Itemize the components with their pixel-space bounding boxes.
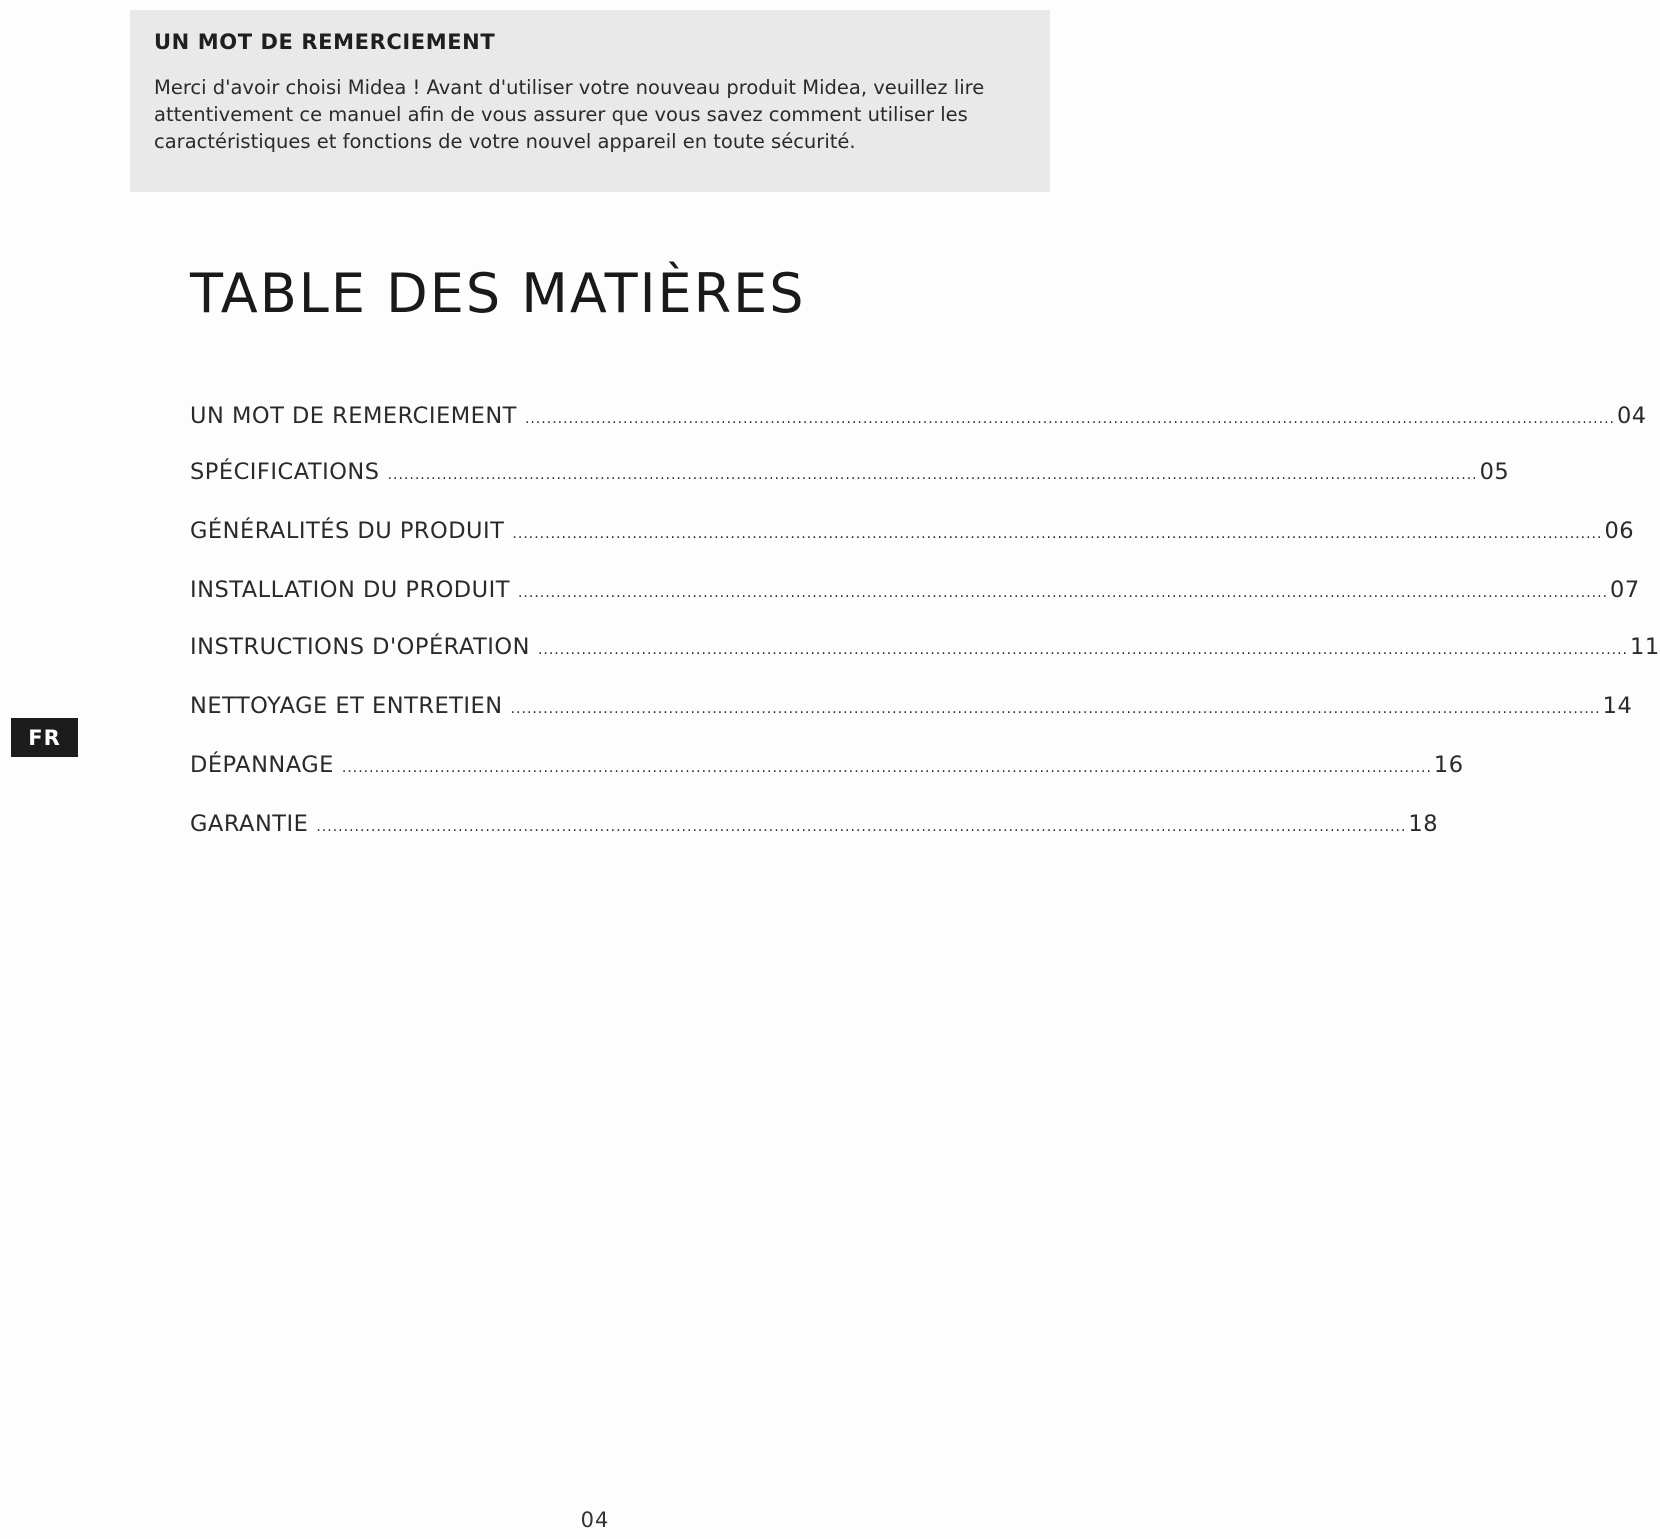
toc-entry[interactable] [190,518,1635,550]
page-number: 04 [580,1508,610,1532]
toc-leader-dots: ........................................................................................................................................................................................................ [512,526,1603,542]
toc-entry[interactable] [190,693,1633,725]
language-tab: FR [11,718,78,757]
toc-entry-page: 14 [1602,693,1633,719]
toc-entry-label: DÉPANNAGE [190,752,334,778]
toc-entry[interactable] [190,577,1640,609]
toc-leader-dots: ........................................................................................................................................................................................................ [524,411,1615,427]
toc-leader-dots: ........................................................................................................................................................................................................ [510,701,1601,717]
toc-leader-dots: ........................................................................................................................................................................................................ [387,467,1478,483]
thanks-title: UN MOT DE REMERCIEMENT [154,30,496,54]
toc-entry-page: 11 [1630,634,1660,660]
toc-entry-page: 16 [1433,752,1464,778]
toc-entry-page: 05 [1479,459,1510,485]
toc-entry-page: 07 [1610,577,1640,603]
toc-entry-page: 18 [1408,811,1439,837]
toc-entry-label: NETTOYAGE ET ENTRETIEN [190,693,503,719]
toc-leader-dots: ........................................................................................................................................................................................................ [316,819,1407,835]
toc-entry[interactable] [190,634,1660,666]
toc-entry-label: GARANTIE [190,811,309,837]
toc-leader-dots: ........................................................................................................................................................................................................ [537,642,1628,658]
toc-title: TABLE DES MATIÈRES [190,262,806,325]
toc-entry[interactable] [190,403,1647,435]
toc-entry[interactable] [190,752,1464,784]
toc-entry[interactable] [190,811,1439,843]
toc-leader-dots: ........................................................................................................................................................................................................ [517,585,1609,601]
toc-entry[interactable] [190,459,1510,491]
toc-entry-label: INSTRUCTIONS D'OPÉRATION [190,634,530,660]
toc-leader-dots: ........................................................................................................................................................................................................ [341,760,1432,776]
thanks-section [130,10,1050,192]
toc-entry-label: SPÉCIFICATIONS [190,459,380,485]
toc-entry-page: 06 [1604,518,1635,544]
toc-entry-label: INSTALLATION DU PRODUIT [190,577,510,603]
toc-entry-label: GÉNÉRALITÉS DU PRODUIT [190,518,505,544]
thanks-text: Merci d'avoir choisi Midea ! Avant d'utiliser votre nouveau produit Midea, veuillez lire attentivement ce manuel afin de vous assurer que vous savez comment utiliser les caractéristiques et fonctions de votre nouvel appareil en toute sécurité. [154,76,985,153]
toc-entry-label: UN MOT DE REMERCIEMENT [190,403,517,429]
toc-entry-page: 04 [1616,403,1647,429]
